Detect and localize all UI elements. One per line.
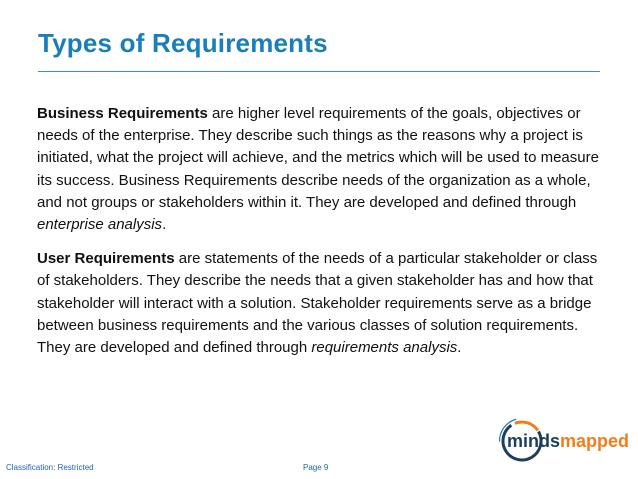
enterprise-analysis-emphasis: enterprise analysis	[37, 216, 163, 234]
logo-text-mapped: mapped	[560, 431, 630, 451]
page-number: Page 9	[303, 463, 329, 472]
user-requirements-term: User Requirements	[37, 250, 175, 268]
paragraph-end: .	[457, 339, 462, 357]
classification-label: Classification: Restricted	[6, 463, 94, 472]
mindsmapped-logo	[498, 414, 630, 468]
title-divider	[38, 71, 600, 72]
slide-title: Types of Requirements	[38, 28, 328, 58]
user-requirements-text: are statements of the needs of a particular stakeholder or class of stakeholders. They describe the needs that a given stakeholder has and how that stakeholder will interact with a solution. Stakeholder requirements serve as a bridge between business requirements and the various classes of solution requirements. They are developed and defined through	[37, 250, 598, 357]
paragraph-end: .	[162, 216, 167, 234]
requirements-analysis-emphasis: requirements analysis	[311, 339, 458, 357]
business-requirements-paragraph	[37, 103, 609, 236]
logo-wordmark	[507, 431, 629, 451]
user-requirements-paragraph	[37, 248, 609, 359]
logo-text-minds: minds	[507, 431, 561, 451]
business-requirements-term: Business Requirements	[37, 105, 208, 122]
business-requirements-text: are higher level requirements of the goals, objectives or needs of the enterprise. They describe such things as the reasons why a project is initiated, what the project will achieve, and the metrics which will be used to measure its success. Business Requirements describe needs of the organization as a whole, and not groups or stakeholders within it. They are developed and defined through	[37, 105, 599, 211]
slide-body	[37, 103, 609, 359]
